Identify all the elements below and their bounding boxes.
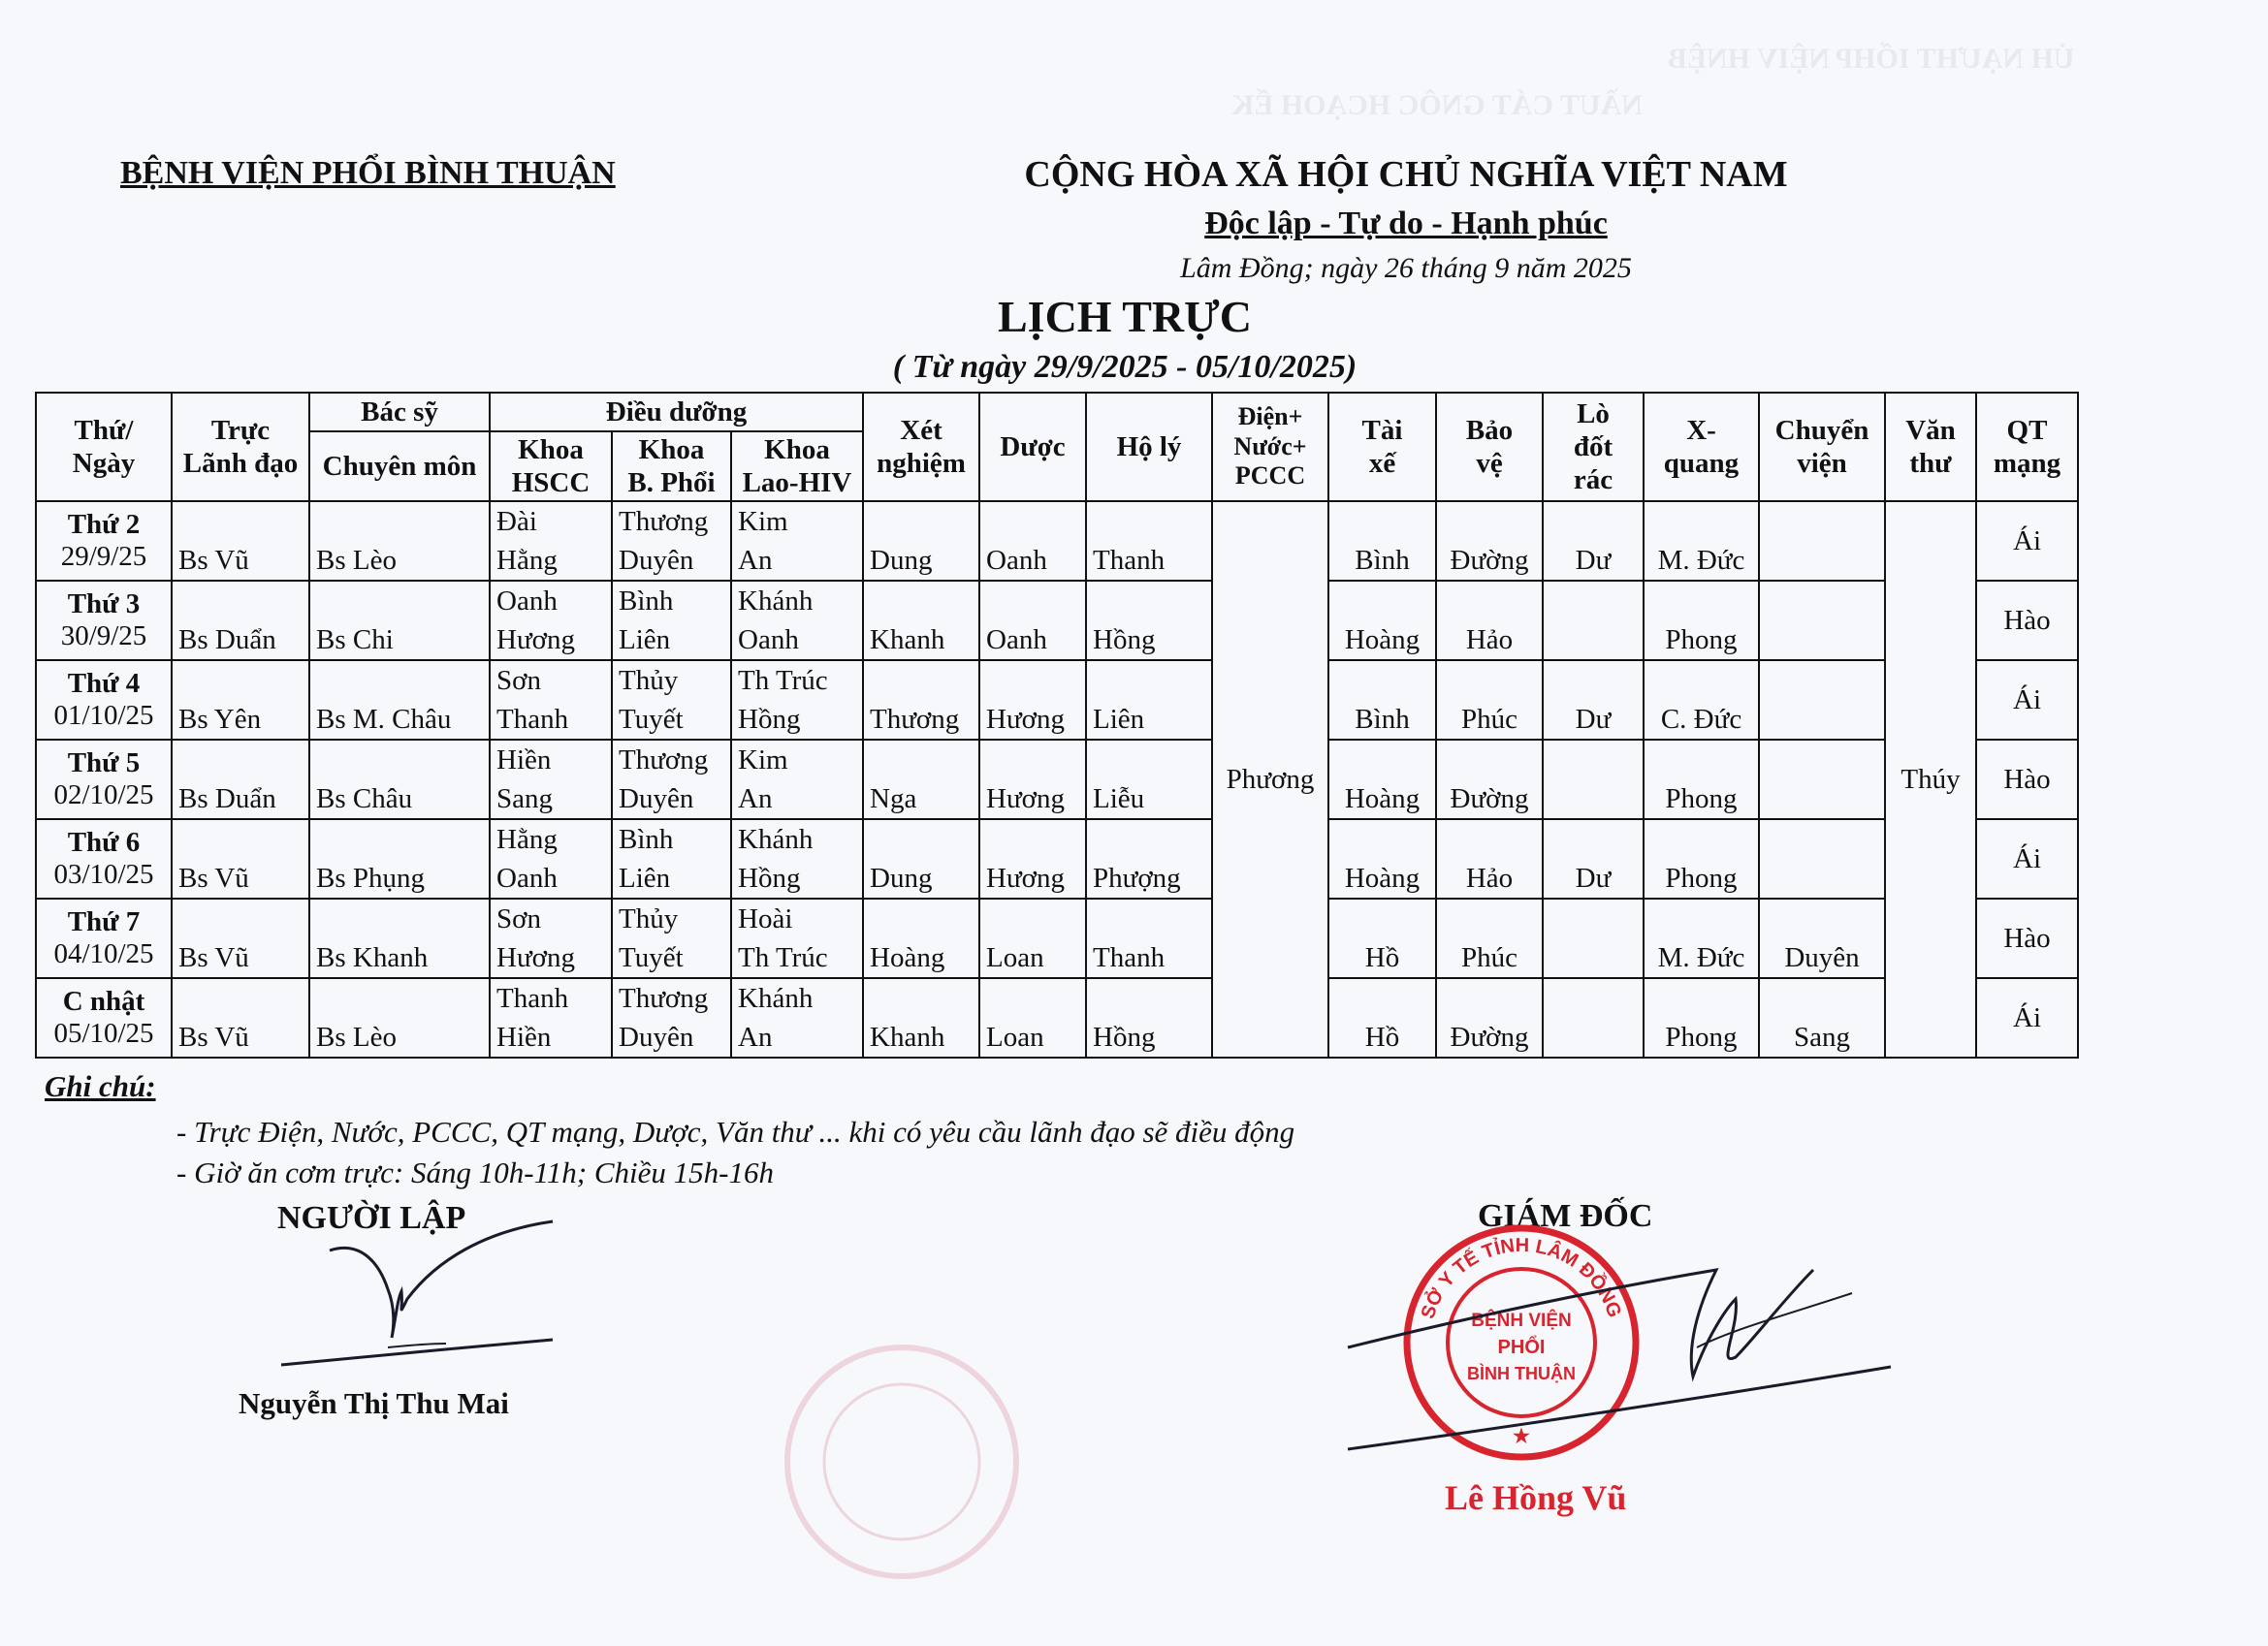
motto (1008, 206, 1804, 242)
lab-cell: Khanh (863, 978, 979, 1058)
nurse-name: Hiền (496, 744, 552, 776)
nurse-name: Hương (496, 624, 575, 655)
transfer-cell: Sang (1759, 978, 1885, 1058)
nurse-bphoi-cell (612, 501, 731, 581)
doctor-cell: Bs Khanh (309, 899, 490, 978)
day-name: Thứ 5 (67, 747, 141, 778)
nurse-name: Oanh (738, 624, 799, 655)
svg-text:BỆNH VIỆN: BỆNH VIỆN (1471, 1311, 1572, 1331)
incinerator-cell (1543, 581, 1644, 660)
nurse-name: Duyên (619, 783, 694, 814)
table-row (36, 740, 2078, 819)
nurse-hscc-cell (490, 581, 612, 660)
xray-cell: Phong (1644, 819, 1759, 899)
driver-cell: Hoàng (1328, 740, 1436, 819)
clerical-cell: Thúy (1885, 501, 1976, 1058)
doctor-cell: Bs Lèo (309, 501, 490, 581)
nurse-bphoi-cell (612, 581, 731, 660)
orderly-cell: Hồng (1086, 581, 1212, 660)
incinerator-cell (1543, 899, 1644, 978)
svg-text:BÌNH THUẬN: BÌNH THUẬN (1467, 1364, 1576, 1383)
incinerator-cell (1543, 978, 1644, 1058)
driver-cell: Bình (1328, 660, 1436, 740)
document-subtitle: ( Từ ngày 29/9/2025 - 05/10/2025) (892, 349, 1358, 385)
day-name: Thứ 6 (67, 827, 141, 858)
day-cell (36, 740, 172, 819)
nurse-name: Liên (619, 624, 671, 655)
table-row (36, 899, 2078, 978)
date-line: Lâm Đồng; ngày 26 tháng 9 năm 2025 (1180, 252, 1632, 284)
col-header-transfer: Chuyển viện (1759, 393, 1885, 501)
nurse-laohiv-cell (731, 581, 863, 660)
col-header-orderly: Hộ lý (1086, 393, 1212, 501)
col-header-nurse-hscc: Khoa HSCC (490, 431, 612, 501)
bleed-through-text: ỦH NẠƯHT IỔHP NỆIV HNỆB (1668, 43, 2075, 75)
note-item: - Giờ ăn cơm trực: Sáng 10h-11h; Chiều 15h-16h (176, 1155, 774, 1189)
preparer-title: NGƯỜI LẬP (277, 1200, 466, 1236)
security-cell: Đường (1436, 978, 1543, 1058)
day-name: Thứ 2 (67, 509, 141, 540)
nurse-name: An (738, 545, 773, 576)
security-cell: Hảo (1436, 581, 1543, 660)
nurse-bphoi-cell (612, 740, 731, 819)
leader-cell: Bs Vũ (172, 501, 309, 581)
col-header-doctor-group: Bác sỹ (309, 393, 490, 431)
transfer-cell: Duyên (1759, 899, 1885, 978)
day-cell (36, 819, 172, 899)
day-date: 03/10/25 (53, 859, 154, 890)
day-cell (36, 978, 172, 1058)
nation-title: CỘNG HÒA XÃ HỘI CHỦ NGHĨA VIỆT NAM (1024, 154, 1788, 195)
col-header-pharmacy: Dược (979, 393, 1086, 501)
doctor-cell: Bs M. Châu (309, 660, 490, 740)
day-date: 01/10/25 (53, 700, 154, 731)
pharmacy-cell: Hương (979, 660, 1086, 740)
xray-cell: Phong (1644, 978, 1759, 1058)
incinerator-cell: Dư (1543, 819, 1644, 899)
lab-cell: Dung (863, 819, 979, 899)
nurse-name: Thủy (619, 903, 679, 934)
it-cell: Ái (1976, 660, 2078, 740)
nurse-laohiv-cell (731, 740, 863, 819)
pharmacy-cell: Oanh (979, 581, 1086, 660)
nurse-name: Thanh (496, 704, 569, 735)
it-cell: Hào (1976, 581, 2078, 660)
driver-cell: Hoàng (1328, 581, 1436, 660)
security-cell: Phúc (1436, 899, 1543, 978)
nurse-name: Tuyết (619, 704, 684, 735)
duty-roster-table (35, 392, 2079, 1059)
nurse-name: Sơn (496, 903, 541, 934)
nurse-name: Hoài (738, 903, 793, 934)
pharmacy-cell: Hương (979, 819, 1086, 899)
orderly-cell: Thanh (1086, 501, 1212, 581)
col-header-utilities: Điện+ Nước+ PCCC (1212, 393, 1328, 501)
col-header-lab: Xét nghiệm (863, 393, 979, 501)
table-row (36, 819, 2078, 899)
driver-cell: Hồ (1328, 899, 1436, 978)
day-cell (36, 660, 172, 740)
svg-text:PHỔI: PHỔI (1497, 1337, 1546, 1358)
table-row (36, 660, 2078, 740)
nurse-name: Thương (619, 983, 709, 1014)
motto-text: Độc lập - Tự do - Hạnh phúc (1204, 206, 1608, 241)
nurse-name: Oanh (496, 863, 558, 894)
nurse-bphoi-cell (612, 899, 731, 978)
day-name: Thứ 4 (67, 668, 141, 699)
col-header-security: Bảo vệ (1436, 393, 1543, 501)
pharmacy-cell: Hương (979, 740, 1086, 819)
driver-cell: Bình (1328, 501, 1436, 581)
seal-ring-text: SỞ Y TẾ TỈNH LÂM ĐỒNG (1417, 1234, 1626, 1322)
nurse-name: Liên (619, 863, 671, 894)
driver-cell: Hồ (1328, 978, 1436, 1058)
nurse-name: Hồng (738, 863, 801, 894)
col-header-leader: Trực Lãnh đạo (172, 393, 309, 501)
nurse-laohiv-cell (731, 978, 863, 1058)
nurse-name: An (738, 783, 773, 814)
note-item: - Trực Điện, Nước, PCCC, QT mạng, Dược, Văn thư ... khi có yêu cầu lãnh đạo sẽ điều động (176, 1115, 1295, 1149)
nurse-laohiv-cell (731, 660, 863, 740)
nurse-name: Hồng (738, 704, 801, 735)
day-date: 30/9/25 (60, 620, 147, 651)
nurse-laohiv-cell (731, 819, 863, 899)
security-cell: Đường (1436, 501, 1543, 581)
director-name: Lê Hồng Vũ (1445, 1478, 1627, 1517)
day-date: 04/10/25 (53, 938, 154, 969)
pharmacy-cell: Oanh (979, 501, 1086, 581)
day-cell (36, 501, 172, 581)
xray-cell: M. Đức (1644, 501, 1759, 581)
col-header-it: QT mạng (1976, 393, 2078, 501)
nurse-name: Thanh (496, 983, 569, 1014)
it-cell: Hào (1976, 899, 2078, 978)
notes-heading: Ghi chú: (45, 1069, 156, 1103)
lab-cell: Nga (863, 740, 979, 819)
lab-cell: Dung (863, 501, 979, 581)
nurse-laohiv-cell (731, 899, 863, 978)
doctor-cell: Bs Phụng (309, 819, 490, 899)
nurse-name: Thương (619, 506, 709, 537)
security-cell: Đường (1436, 740, 1543, 819)
it-cell: Ái (1976, 819, 2078, 899)
nurse-hscc-cell (490, 660, 612, 740)
orderly-cell: Liễu (1086, 740, 1212, 819)
orderly-cell: Hồng (1086, 978, 1212, 1058)
pharmacy-cell: Loan (979, 899, 1086, 978)
nurse-name: Khánh (738, 983, 814, 1014)
doctor-cell: Bs Lèo (309, 978, 490, 1058)
nurse-hscc-cell (490, 501, 612, 581)
it-cell: Ái (1976, 978, 2078, 1058)
nurse-name: Duyên (619, 545, 694, 576)
col-header-driver: Tài xế (1328, 393, 1436, 501)
it-cell: Hào (1976, 740, 2078, 819)
lab-cell: Khanh (863, 581, 979, 660)
nurse-name: Khánh (738, 586, 814, 617)
day-date: 02/10/25 (53, 779, 154, 810)
leader-cell: Bs Vũ (172, 819, 309, 899)
nurse-name: Bình (619, 586, 674, 617)
svg-text:★: ★ (1513, 1426, 1530, 1447)
xray-cell: C. Đức (1644, 660, 1759, 740)
day-cell (36, 899, 172, 978)
day-date: 29/9/25 (60, 541, 147, 572)
nurse-name: Sơn (496, 665, 541, 696)
doctor-cell: Bs Châu (309, 740, 490, 819)
nurse-hscc-cell (490, 899, 612, 978)
nurse-name: Hiền (496, 1022, 552, 1053)
leader-cell: Bs Duẩn (172, 581, 309, 660)
nurse-hscc-cell (490, 740, 612, 819)
nurse-name: Hương (496, 942, 575, 973)
day-cell (36, 581, 172, 660)
leader-cell: Bs Vũ (172, 978, 309, 1058)
col-header-nurse-bphoi: Khoa B. Phổi (612, 431, 731, 501)
document-title: LỊCH TRỰC (998, 292, 1252, 341)
nurse-hscc-cell (490, 978, 612, 1058)
bleed-through-stamp (776, 1336, 1028, 1588)
table-row (36, 978, 2078, 1058)
nurse-name: Tuyết (619, 942, 684, 973)
col-header-clerical: Văn thư (1885, 393, 1976, 501)
nurse-name: Th Trúc (738, 942, 828, 973)
nurse-name: Thương (619, 744, 709, 776)
preparer-signature (272, 1202, 582, 1377)
orderly-cell: Thanh (1086, 899, 1212, 978)
nurse-hscc-cell (490, 819, 612, 899)
nurse-name: Hằng (496, 545, 558, 576)
nurse-bphoi-cell (612, 819, 731, 899)
transfer-cell (1759, 819, 1885, 899)
col-header-nurse-group: Điều dưỡng (490, 393, 863, 431)
table-row (36, 581, 2078, 660)
transfer-cell (1759, 581, 1885, 660)
day-name: Thứ 7 (67, 906, 141, 937)
leader-cell: Bs Duẩn (172, 740, 309, 819)
doctor-cell: Bs Chi (309, 581, 490, 660)
leader-cell: Bs Vũ (172, 899, 309, 978)
col-header-incinerator: Lò đốt rác (1543, 393, 1644, 501)
leader-cell: Bs Yên (172, 660, 309, 740)
day-name: C nhật (62, 986, 145, 1017)
lab-cell: Thương (863, 660, 979, 740)
orderly-cell: Liên (1086, 660, 1212, 740)
nurse-name: An (738, 1022, 773, 1053)
transfer-cell (1759, 501, 1885, 581)
nurse-name: Hằng (496, 824, 558, 855)
nurse-laohiv-cell (731, 501, 863, 581)
bleed-through-text: NẦUT CÁT GNÔC HCẠOH ẾK (1231, 89, 1643, 121)
director-signature (1328, 1231, 1930, 1464)
nurse-name: Sang (496, 783, 553, 814)
xray-cell: M. Đức (1644, 899, 1759, 978)
xray-cell: Phong (1644, 581, 1759, 660)
nurse-name: Duyên (619, 1022, 694, 1053)
orderly-cell: Phượng (1086, 819, 1212, 899)
col-header-xray: X- quang (1644, 393, 1759, 501)
day-date: 05/10/25 (53, 1018, 154, 1049)
security-cell: Phúc (1436, 660, 1543, 740)
hospital-name: BỆNH VIỆN PHỔI BÌNH THUẬN (120, 155, 616, 191)
nurse-name: Kim (738, 506, 788, 537)
incinerator-cell (1543, 740, 1644, 819)
nurse-name: Oanh (496, 586, 558, 617)
incinerator-cell: Dư (1543, 501, 1644, 581)
col-header-doctor: Chuyên môn (309, 431, 490, 501)
day-name: Thứ 3 (67, 588, 141, 619)
nurse-name: Bình (619, 824, 674, 855)
nurse-bphoi-cell (612, 660, 731, 740)
nurse-name: Th Trúc (738, 665, 828, 696)
nurse-bphoi-cell (612, 978, 731, 1058)
transfer-cell (1759, 740, 1885, 819)
nurse-name: Đài (496, 506, 537, 537)
lab-cell: Hoàng (863, 899, 979, 978)
pharmacy-cell: Loan (979, 978, 1086, 1058)
preparer-name: Nguyễn Thị Thu Mai (239, 1386, 509, 1420)
col-header-day: Thứ/ Ngày (36, 393, 172, 501)
it-cell: Ái (1976, 501, 2078, 581)
nurse-name: Thủy (619, 665, 679, 696)
xray-cell: Phong (1644, 740, 1759, 819)
nurse-name: Khánh (738, 824, 814, 855)
driver-cell: Hoàng (1328, 819, 1436, 899)
director-title: GIÁM ĐỐC (1478, 1198, 1653, 1234)
table-row (36, 501, 2078, 581)
col-header-nurse-laohiv: Khoa Lao-HIV (731, 431, 863, 501)
utilities-cell: Phương (1212, 501, 1328, 1058)
transfer-cell (1759, 660, 1885, 740)
security-cell: Hảo (1436, 819, 1543, 899)
nurse-name: Kim (738, 744, 788, 776)
incinerator-cell: Dư (1543, 660, 1644, 740)
